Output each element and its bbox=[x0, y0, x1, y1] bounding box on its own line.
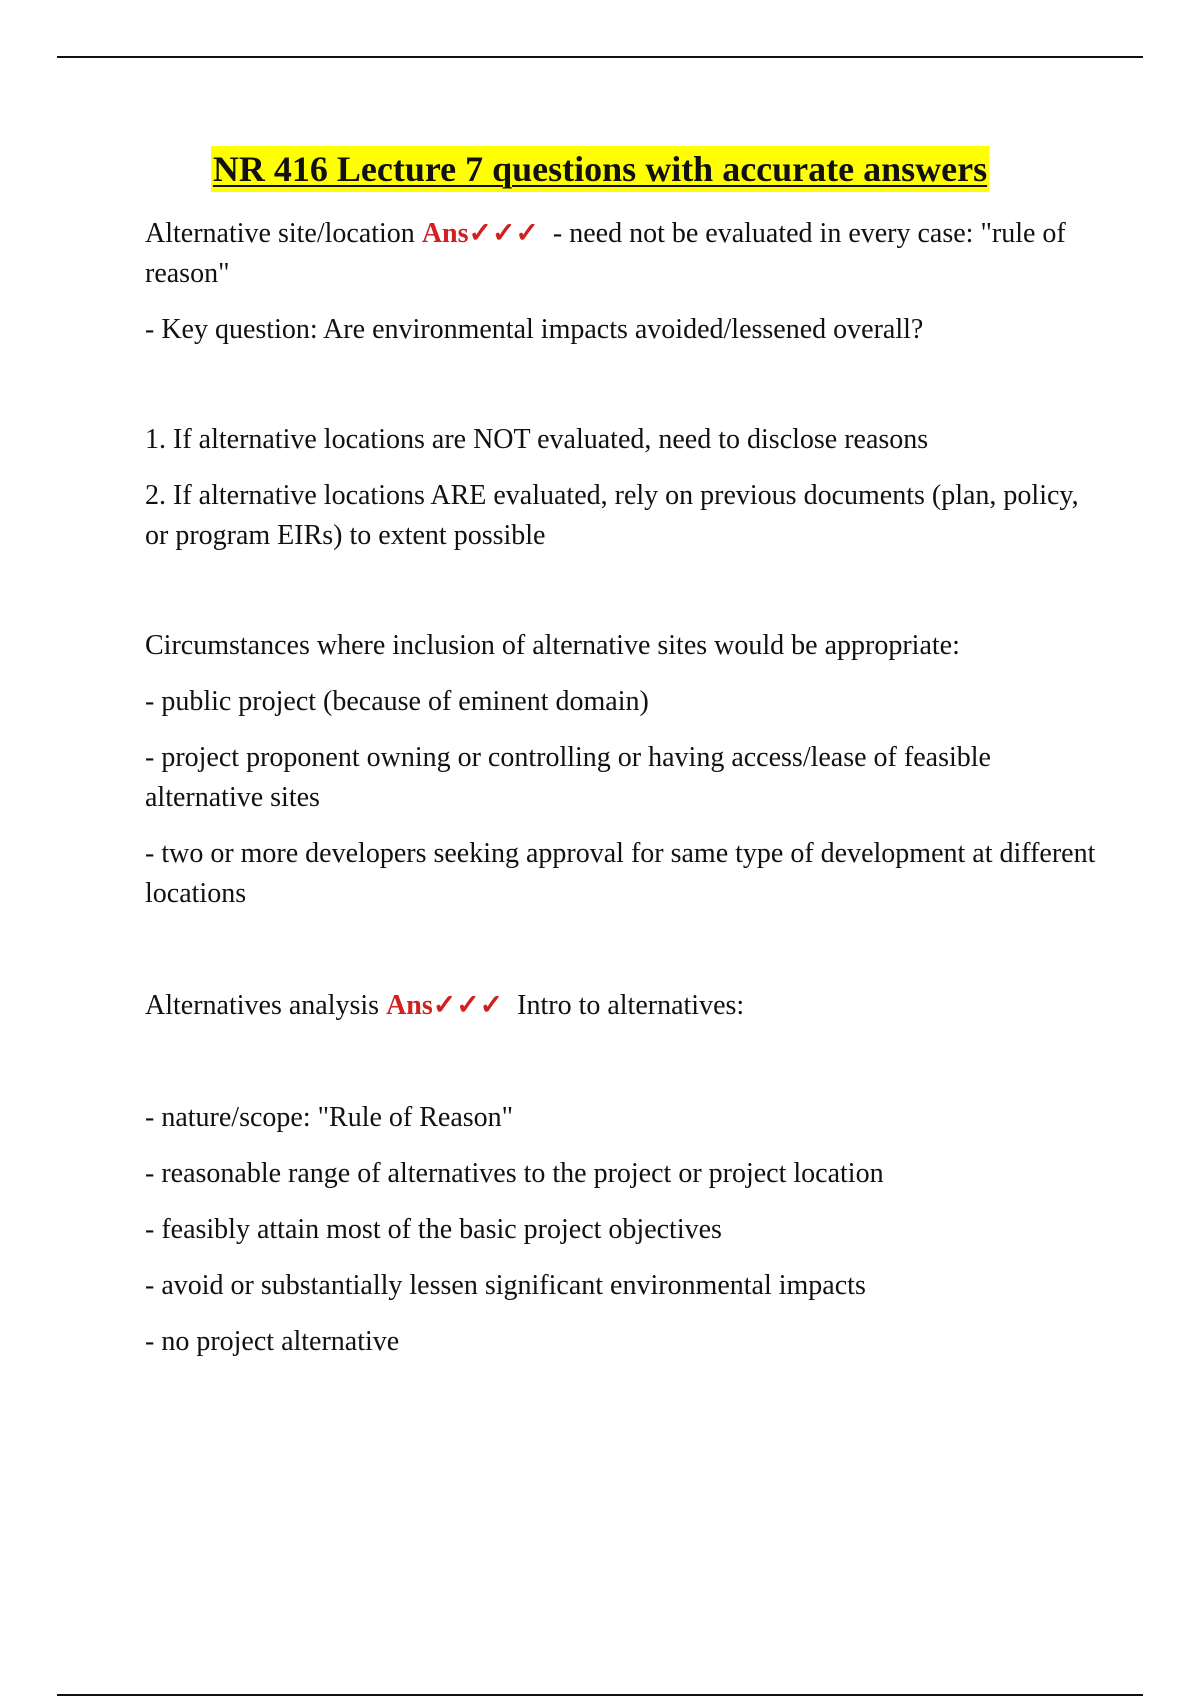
q1-circumstance-item: - public project (because of eminent domain) bbox=[145, 686, 649, 717]
q2-list-item: - no project alternative bbox=[145, 1326, 400, 1357]
q1-circumstances-heading: Circumstances where inclusion of alternative sites would be appropriate: bbox=[145, 630, 960, 661]
document-title: NR 416 Lecture 7 questions with accurate answers bbox=[211, 146, 989, 192]
q2-answer: Intro to alternatives: bbox=[517, 990, 745, 1021]
q1-key-question: - Key question: Are environmental impacts avoided/lessened overall? bbox=[145, 314, 924, 345]
q1-circumstance-item: - project proponent owning or controlling or having access/lease of feasible alternative sites bbox=[145, 742, 991, 813]
q2-term: Alternatives analysis bbox=[145, 990, 380, 1021]
q2-list-item: - feasibly attain most of the basic project objectives bbox=[145, 1214, 722, 1245]
q2-paragraph bbox=[145, 986, 1105, 1026]
document-body bbox=[145, 214, 1105, 1378]
q1-answer: - need not be evaluated in every case: "rule of reason" bbox=[145, 218, 1066, 289]
q1-answer-marker: Ans✓✓✓ bbox=[421, 218, 539, 249]
title-block bbox=[0, 146, 1200, 192]
bottom-rule bbox=[57, 1694, 1143, 1696]
q1-circumstance-item: - two or more developers seeking approval for same type of development at different locations bbox=[145, 838, 1096, 909]
q1-term: Alternative site/location bbox=[145, 218, 415, 249]
q2-list-item: - nature/scope: "Rule of Reason" bbox=[145, 1102, 514, 1133]
q1-paragraph bbox=[145, 214, 1105, 294]
q1-point-2: 2. If alternative locations ARE evaluated, rely on previous documents (plan, policy, or program EIRs) to extent possible bbox=[145, 480, 1079, 551]
q2-answer-marker: Ans✓✓✓ bbox=[386, 990, 504, 1021]
q2-list-item: - reasonable range of alternatives to the project or project location bbox=[145, 1158, 884, 1189]
q1-point-1: 1. If alternative locations are NOT evaluated, need to disclose reasons bbox=[145, 424, 929, 455]
q2-list-item: - avoid or substantially lessen significant environmental impacts bbox=[145, 1270, 866, 1301]
top-rule bbox=[57, 56, 1143, 58]
